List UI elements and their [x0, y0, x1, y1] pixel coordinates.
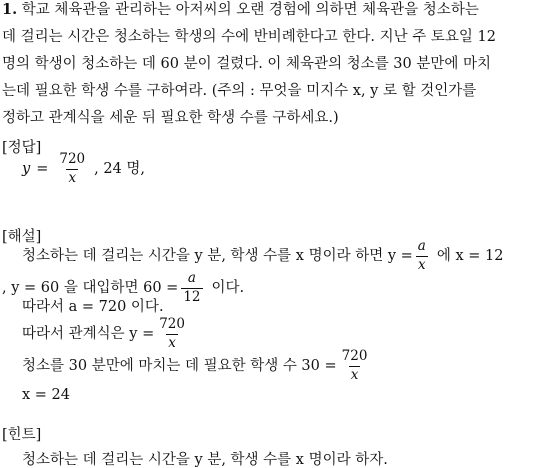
solution-line-4: [22, 318, 190, 350]
answer-var-y: y: [22, 160, 31, 177]
answer-tail: , 24 명,: [94, 160, 146, 177]
problem-line-5: 정하고 관계식을 세운 뒤 필요한 학생 수를 구하세요.): [2, 110, 339, 126]
solution-line-5: [22, 350, 372, 382]
solution-line-3: 따라서 a = 720 이다.: [22, 299, 164, 315]
problem-line-4: 는데 필요한 학생 수를 구하여라. (주의 : 무엇을 미지수 x, y 로 할 것인가를: [2, 83, 477, 99]
solution-line-1-text: 청소하는 데 걸리는 시간을 y 분, 학생 수를 x 명이라 하면 y =: [22, 247, 413, 264]
solution-fraction-1-denominator: x: [418, 256, 426, 273]
solution-fraction-1-numerator: a: [417, 238, 426, 254]
solution-fraction-5-numerator: 720: [341, 348, 368, 364]
solution-fraction-4-numerator: 720: [159, 316, 185, 332]
problem-number: 1.: [2, 1, 18, 18]
problem-line-3: 명의 학생이 청소하는 데 60 분이 걸렸다. 이 체육관의 청소를 30 분만에 마치: [2, 56, 492, 72]
answer-fraction: [57, 153, 87, 185]
solution-fraction-4-denominator: x: [168, 334, 176, 351]
problem-line-1: [2, 3, 479, 18]
problem-line-2: 데 걸리는 시간은 청소하는 학생의 수에 반비례한다고 한다. 지난 주 토요일 12: [2, 29, 496, 45]
solution-fraction-2-numerator: a: [187, 270, 196, 286]
solution-line-5-text: 청소를 30 분만에 마치는 데 필요한 학생 수 30 =: [22, 357, 337, 374]
solution-line-1-tail: 에 x = 12: [436, 247, 504, 264]
solution-heading: [해설]: [2, 229, 42, 245]
problem-text-1: 학교 체육관을 관리하는 아저씨의 오랜 경험에 의하면 체육관을 청소하는: [21, 2, 479, 18]
solution-line-2-tail: 이다.: [211, 279, 245, 296]
solution-line-2-text: , y = 60 을 대입하면 60 =: [2, 279, 179, 296]
answer-equals: =: [36, 160, 49, 177]
answer-numerator: 720: [59, 151, 86, 167]
answer-formula: [22, 153, 145, 185]
hint-text: 청소하는 데 걸리는 시간을 y 분, 학생 수를 x 명이라 하자.: [22, 452, 388, 468]
solution-fraction-2: [181, 272, 202, 304]
solution-line-6: x = 24: [22, 387, 70, 403]
solution-fraction-4: [157, 318, 187, 350]
answer-heading: [정답]: [2, 140, 42, 156]
solution-line-4-text: 따라서 관계식은 y =: [22, 325, 155, 342]
solution-fraction-1: [416, 240, 428, 272]
hint-heading: [힌트]: [2, 427, 42, 443]
solution-line-1: [22, 240, 503, 272]
solution-fraction-2-denominator: 12: [183, 288, 201, 305]
solution-fraction-5-denominator: x: [350, 366, 359, 383]
answer-denominator: x: [68, 169, 77, 186]
solution-fraction-5: [340, 350, 370, 382]
